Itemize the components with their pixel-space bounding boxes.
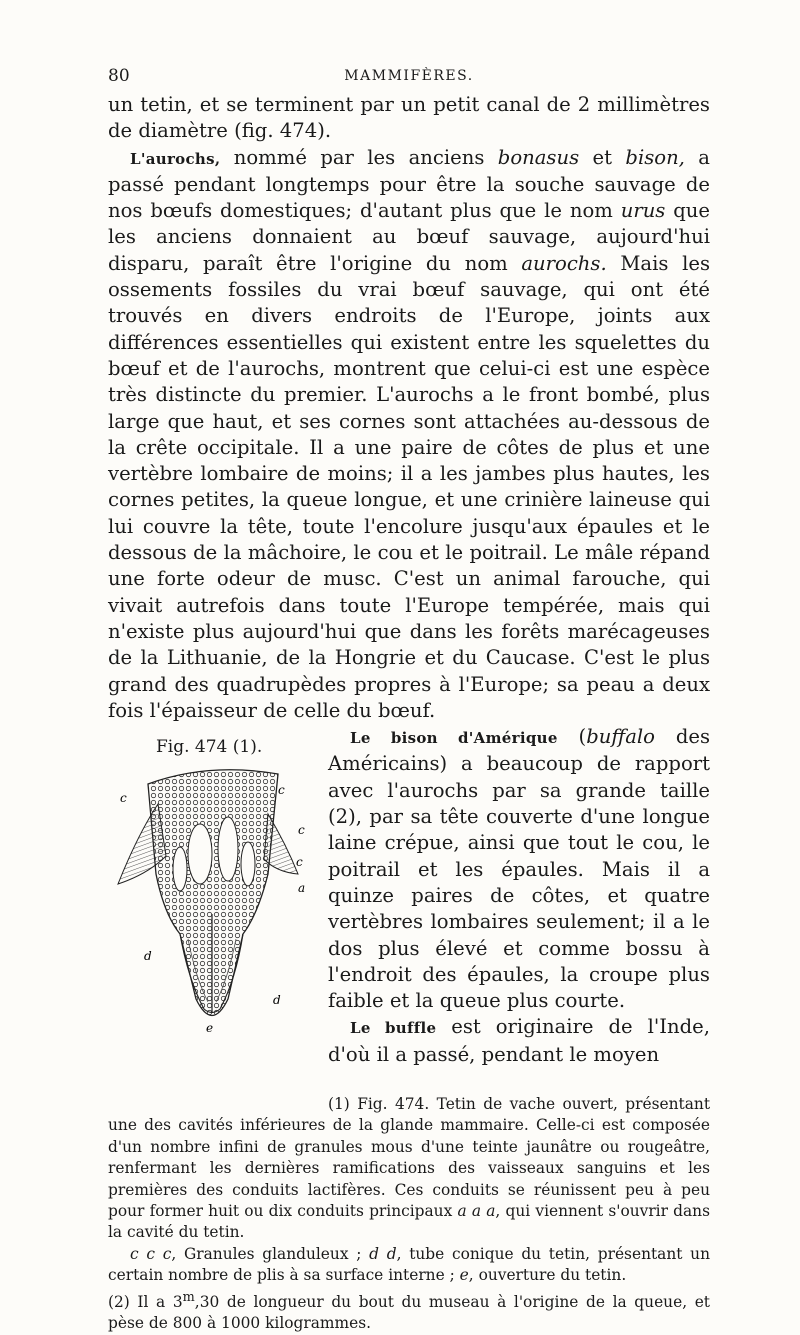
label-c-1: c (120, 791, 127, 806)
label-e: e (206, 1021, 214, 1036)
paragraph-continuation: un tetin, et se terminent par un petit canal de 2 millimètres de diamètre (fig. 474). (108, 93, 710, 143)
footnote-2: (2) Il a 3$^m$,30 de longueur du bout du museau à l'origine de la queue, et pèse de 800 à 1000 kilogrammes. (108, 1289, 710, 1333)
running-title: MAMMIFÈRES. (344, 68, 474, 84)
running-header (108, 66, 710, 92)
term-bison: Le bison d'Amérique (350, 729, 558, 748)
label-d-2: d (273, 993, 281, 1008)
main-text (108, 92, 710, 1068)
page-number: 80 (108, 66, 130, 86)
footnote-1-legend: c c c, Granules glanduleux ; d d, tube conique du tetin, présentant un certain nombre de plis à sa surface interne ; e, ouverture du tetin. (108, 1244, 710, 1285)
term-aurochs: L'aurochs, (130, 149, 221, 168)
footnotes (108, 1094, 710, 1335)
label-c-3: c (298, 823, 305, 838)
label-c-2: c (278, 783, 285, 798)
label-c-4: c (296, 855, 303, 870)
paragraph-aurochs: L'aurochs, nommé par les anciens bonasus et bison, a passé pendant longtemps pour être la souche sauvage de nos bœufs domestiques; d'autant plus que le nom urus que les anciens donnaient au bœuf sauvage, aujourd'hui disparu, paraît être l'origine du nom aurochs. Mais les ossements fossiles du vrai bœuf sauvage, qui ont été trouvés en divers endroits de l'Europe, joints aux différences essentielles qui existent entre les squelettes du bœuf et de l'aurochs, montrent que celui-ci est une espèce très distincte du premier. L'aurochs a le front bombé, plus large que haut, et ses cornes sont attachées au-dessous de la crête occipitale. Il a une paire de côtes de plus et une vertèbre lombaire de moins; il a les jambes plus hautes, les cornes petites, la queue longue, et une crinière laineuse qui lui couvre la tête, toute l'encolure jusqu'aux épaules et le dessous de la mâchoire, le cou et le poitrail. Le mâle répand une forte odeur de musc. C'est un animal farouche, qui vivait autrefois dans toute l'Europe tempérée, mais qui n'existe plus aujourd'hui que dans les forêts marécageuses de la Lithuanie, de la Hongrie et du Caucase. C'est le plus grand des quadrupèdes propres à l'Europe; sa peau a deux fois l'épaisseur de celle du bœuf. (108, 145, 710, 722)
figure-474 (108, 726, 314, 1098)
teat-illustration (108, 764, 314, 1054)
term-buffle: Le buffle (350, 1019, 437, 1038)
paragraph-buffle: Le buffle est originaire de l'Inde, d'où il a passé, pendant le moyen (328, 1015, 710, 1066)
figure-caption: Fig. 474 (1). (156, 737, 263, 758)
footnote-1: (1) Fig. 474. Tetin de vache ouvert, présentant une des cavités inférieures de la glande mammaire. Celle-ci est composée d'un nombre infini de granules mous d'une teinte jaunâtre ou rougeâtre, renfermant les dernières ramifications des vaisseaux sanguins et les premières des conduits lactifères. Ces conduits se réunissent peu à peu pour former huit ou dix conduits principaux a a a, qui viennent s'ouvrir dans la cavité du tetin. (108, 1094, 710, 1242)
book-page (108, 66, 710, 1335)
label-d-1: d (144, 949, 152, 964)
label-a: a (298, 881, 306, 896)
paragraph-bison: Le bison d'Amérique (buffalo des Américains) a beaucoup de rapport avec l'aurochs par sa grande taille (2), par sa tête couverte d'une longue laine crépue, ainsi que tout le cou, le poitrail et les épaules. Mais il a quinze paires de côtes, et quatre vertèbres lombaires seulement; il a le dos plus élevé et comme bossu à l'endroit des épaules, la croupe plus faible et la queue plus courte. (328, 725, 711, 1013)
